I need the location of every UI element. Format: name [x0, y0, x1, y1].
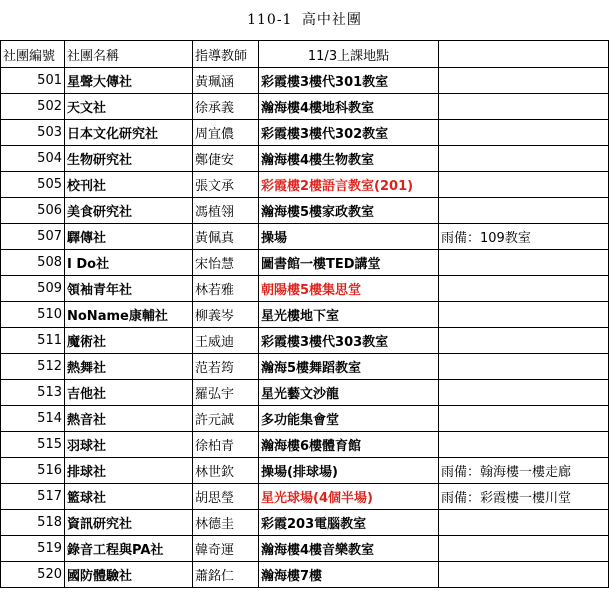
cell-teacher[interactable]: 周宜儂 — [193, 120, 259, 146]
cell-club-id[interactable]: 515 — [1, 432, 65, 458]
table-row — [1, 354, 609, 380]
cell-rain-backup[interactable] — [439, 146, 609, 172]
cell-club-name[interactable]: 吉他社 — [65, 380, 193, 406]
cell-rain-backup[interactable] — [439, 120, 609, 146]
cell-rain-backup[interactable] — [439, 536, 609, 562]
cell-club-name[interactable]: 天文社 — [65, 94, 193, 120]
table-row — [1, 562, 609, 588]
cell-club-id[interactable]: 505 — [1, 172, 65, 198]
table-row — [1, 302, 609, 328]
cell-club-name[interactable]: 魔術社 — [65, 328, 193, 354]
cell-location[interactable]: 彩霞樓2樓語言教室(201) — [259, 172, 439, 198]
cell-club-name[interactable]: 生物研究社 — [65, 146, 193, 172]
cell-teacher[interactable]: 范若筠 — [193, 354, 259, 380]
cell-teacher[interactable]: 黃佩真 — [193, 224, 259, 250]
cell-teacher[interactable]: 黃珮涵 — [193, 68, 259, 94]
cell-rain-backup[interactable] — [439, 198, 609, 224]
cell-club-id[interactable]: 518 — [1, 510, 65, 536]
cell-location[interactable]: 瀚海樓4樓音樂教室 — [259, 536, 439, 562]
cell-rain-backup[interactable] — [439, 406, 609, 432]
cell-rain-backup[interactable] — [439, 380, 609, 406]
cell-teacher[interactable]: 張文承 — [193, 172, 259, 198]
cell-club-name[interactable]: 羽球社 — [65, 432, 193, 458]
cell-club-id[interactable]: 502 — [1, 94, 65, 120]
cell-club-id[interactable]: 503 — [1, 120, 65, 146]
cell-location[interactable]: 瀚海樓4樓地科教室 — [259, 94, 439, 120]
cell-rain-backup[interactable] — [439, 302, 609, 328]
cell-club-name[interactable]: 排球社 — [65, 458, 193, 484]
cell-club-id[interactable]: 507 — [1, 224, 65, 250]
cell-teacher[interactable]: 徐柏青 — [193, 432, 259, 458]
cell-teacher[interactable]: 徐承義 — [193, 94, 259, 120]
cell-location[interactable]: 彩霞樓3樓代301教室 — [259, 68, 439, 94]
table-row — [1, 458, 609, 484]
cell-club-name[interactable]: 日本文化研究社 — [65, 120, 193, 146]
cell-club-name[interactable]: 國防體驗社 — [65, 562, 193, 588]
cell-location[interactable]: 彩霞203電腦教室 — [259, 510, 439, 536]
cell-club-name[interactable]: NoName康輔社 — [65, 302, 193, 328]
cell-club-id[interactable]: 519 — [1, 536, 65, 562]
cell-teacher[interactable]: 羅弘宇 — [193, 380, 259, 406]
cell-teacher[interactable]: 王威迪 — [193, 328, 259, 354]
cell-location[interactable]: 瀚海5樓舞蹈教室 — [259, 354, 439, 380]
cell-location[interactable]: 圖書館一樓TED講堂 — [259, 250, 439, 276]
sheet-title: 110-1 高中社團 — [247, 12, 362, 28]
cell-rain-backup[interactable]: 雨備：翰海樓一樓走廊 — [439, 458, 609, 484]
table-row — [1, 484, 609, 510]
cell-rain-backup[interactable] — [439, 328, 609, 354]
cell-rain-backup[interactable] — [439, 172, 609, 198]
cell-rain-backup[interactable] — [439, 510, 609, 536]
table-row — [1, 224, 609, 250]
cell-club-id[interactable]: 501 — [1, 68, 65, 94]
cell-teacher[interactable]: 宋怡慧 — [193, 250, 259, 276]
table-row — [1, 94, 609, 120]
header-name[interactable]: 社團名稱 — [65, 41, 193, 68]
cell-location[interactable]: 瀚海樓6樓體育館 — [259, 432, 439, 458]
cell-club-name[interactable]: 籃球社 — [65, 484, 193, 510]
table-row — [1, 380, 609, 406]
cell-teacher[interactable]: 胡思瑩 — [193, 484, 259, 510]
cell-club-name[interactable]: 資訊研究社 — [65, 510, 193, 536]
header-place[interactable]: 11/3上課地點 — [259, 41, 439, 68]
cell-rain-backup[interactable] — [439, 94, 609, 120]
cell-teacher[interactable]: 蕭銘仁 — [193, 562, 259, 588]
cell-teacher[interactable]: 林若雅 — [193, 276, 259, 302]
cell-club-id[interactable]: 512 — [1, 354, 65, 380]
cell-club-id[interactable]: 517 — [1, 484, 65, 510]
table-row — [1, 250, 609, 276]
cell-club-id[interactable]: 516 — [1, 458, 65, 484]
cell-teacher[interactable]: 韓奇運 — [193, 536, 259, 562]
cell-club-name[interactable]: 熱舞社 — [65, 354, 193, 380]
cell-club-name[interactable]: 美食研究社 — [65, 198, 193, 224]
cell-club-name[interactable]: 領袖青年社 — [65, 276, 193, 302]
cell-location[interactable]: 多功能集會堂 — [259, 406, 439, 432]
cell-teacher[interactable]: 鄭倢安 — [193, 146, 259, 172]
cell-teacher[interactable]: 林德圭 — [193, 510, 259, 536]
cell-club-name[interactable]: 熱音社 — [65, 406, 193, 432]
cell-rain-backup[interactable] — [439, 276, 609, 302]
cell-rain-backup[interactable] — [439, 432, 609, 458]
cell-club-id[interactable]: 511 — [1, 328, 65, 354]
cell-rain-backup[interactable]: 雨備：彩霞樓一樓川堂 — [439, 484, 609, 510]
cell-club-id[interactable]: 510 — [1, 302, 65, 328]
cell-location[interactable]: 彩霞樓3樓代302教室 — [259, 120, 439, 146]
cell-location[interactable]: 瀚海樓7樓 — [259, 562, 439, 588]
cell-rain-backup[interactable] — [439, 354, 609, 380]
cell-location[interactable]: 星光球場(4個半場) — [259, 484, 439, 510]
cell-rain-backup[interactable]: 雨備：109教室 — [439, 224, 609, 250]
cell-club-id[interactable]: 514 — [1, 406, 65, 432]
cell-location[interactable]: 星光藝文沙龍 — [259, 380, 439, 406]
cell-club-name[interactable]: 星聲大傳社 — [65, 68, 193, 94]
cell-teacher[interactable]: 馮植翎 — [193, 198, 259, 224]
cell-teacher[interactable]: 柳義岑 — [193, 302, 259, 328]
cell-location[interactable]: 操場 — [259, 224, 439, 250]
cell-club-id[interactable]: 504 — [1, 146, 65, 172]
table-row — [1, 120, 609, 146]
cell-club-name[interactable]: 驛傳社 — [65, 224, 193, 250]
club-table — [0, 40, 609, 588]
cell-location[interactable]: 瀚海樓5樓家政教室 — [259, 198, 439, 224]
cell-rain-backup[interactable] — [439, 562, 609, 588]
cell-club-id[interactable]: 509 — [1, 276, 65, 302]
cell-club-id[interactable]: 520 — [1, 562, 65, 588]
header-id[interactable]: 社團編號 — [1, 41, 65, 68]
table-row — [1, 276, 609, 302]
cell-location[interactable]: 瀚海樓4樓生物教室 — [259, 146, 439, 172]
cell-teacher[interactable]: 林世欽 — [193, 458, 259, 484]
header-note[interactable] — [439, 41, 609, 68]
table-row — [1, 536, 609, 562]
table-row — [1, 68, 609, 94]
cell-club-id[interactable]: 506 — [1, 198, 65, 224]
cell-club-name[interactable]: 錄音工程與PA社 — [65, 536, 193, 562]
cell-location[interactable]: 星光樓地下室 — [259, 302, 439, 328]
cell-rain-backup[interactable] — [439, 68, 609, 94]
table-row — [1, 172, 609, 198]
cell-club-name[interactable]: 校刊社 — [65, 172, 193, 198]
table-row — [1, 328, 609, 354]
cell-location[interactable]: 彩霞樓3樓代303教室 — [259, 328, 439, 354]
header-row — [1, 41, 609, 68]
table-row — [1, 146, 609, 172]
cell-club-id[interactable]: 513 — [1, 380, 65, 406]
table-row — [1, 406, 609, 432]
cell-club-id[interactable]: 508 — [1, 250, 65, 276]
cell-location[interactable]: 朝陽樓5樓集思堂 — [259, 276, 439, 302]
header-teacher[interactable]: 指導教師 — [193, 41, 259, 68]
table-row — [1, 198, 609, 224]
cell-rain-backup[interactable] — [439, 250, 609, 276]
table-row — [1, 432, 609, 458]
cell-teacher[interactable]: 許元誠 — [193, 406, 259, 432]
cell-club-name[interactable]: I Do社 — [65, 250, 193, 276]
cell-location[interactable]: 操場(排球場) — [259, 458, 439, 484]
table-row — [1, 510, 609, 536]
